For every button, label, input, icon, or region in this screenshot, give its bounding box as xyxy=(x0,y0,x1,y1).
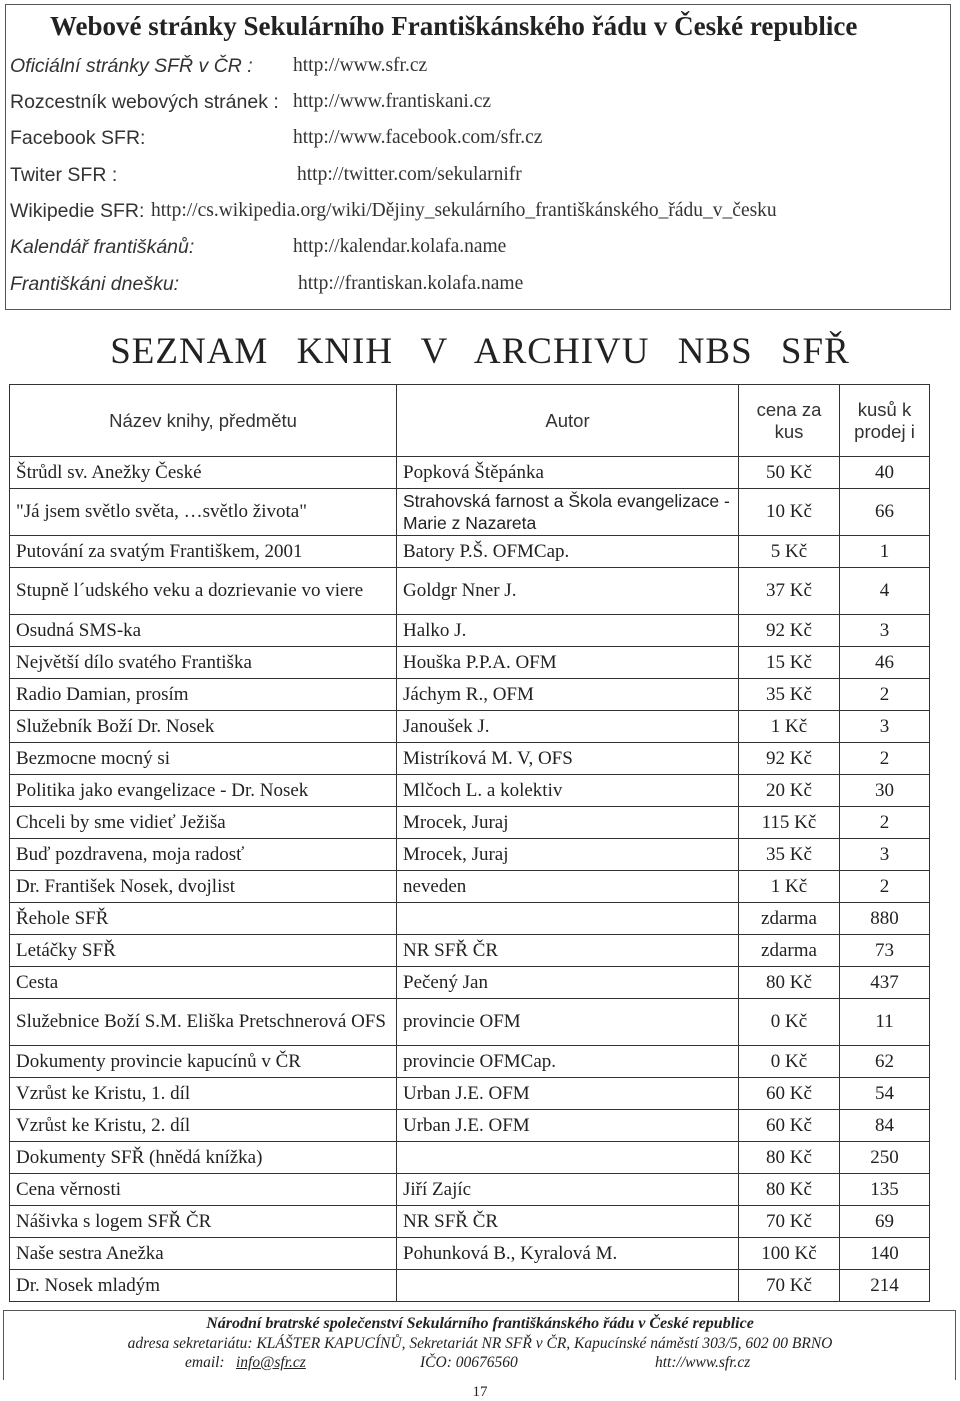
table-row xyxy=(10,839,930,871)
cell-name: Vzrůst ke Kristu, 1. díl xyxy=(10,1078,397,1110)
table-row xyxy=(10,775,930,807)
cell-qty: 46 xyxy=(840,647,930,679)
table-body xyxy=(10,457,930,1302)
cell-price: 50 Kč xyxy=(739,457,840,489)
cell-price: zdarma xyxy=(739,935,840,967)
table-row xyxy=(10,935,930,967)
book-list-table xyxy=(9,384,930,1302)
table-row xyxy=(10,1206,930,1238)
cell-name: Štrůdl sv. Anežky České xyxy=(10,457,397,489)
cell-price: 92 Kč xyxy=(739,743,840,775)
cell-qty: 880 xyxy=(840,903,930,935)
cell-author xyxy=(397,1142,739,1174)
table-row xyxy=(10,568,930,615)
page-number: 17 xyxy=(472,1384,488,1400)
cell-author: Urban J.E. OFM xyxy=(397,1078,739,1110)
cell-name: Buď pozdravena, moja radosť xyxy=(10,839,397,871)
cell-qty: 3 xyxy=(840,615,930,647)
cell-price: 37 Kč xyxy=(739,568,840,615)
cell-qty: 250 xyxy=(840,1142,930,1174)
table-row xyxy=(10,1046,930,1078)
cell-author: provincie OFMCap. xyxy=(397,1046,739,1078)
link-label: Twiter SFR : xyxy=(10,164,118,186)
cell-qty: 214 xyxy=(840,1270,930,1302)
table-row xyxy=(10,1270,930,1302)
table-row xyxy=(10,807,930,839)
cell-author: neveden xyxy=(397,871,739,903)
cell-qty: 54 xyxy=(840,1078,930,1110)
cell-qty: 140 xyxy=(840,1238,930,1270)
cell-price: 35 Kč xyxy=(739,679,840,711)
cell-price: 115 Kč xyxy=(739,807,840,839)
cell-author xyxy=(397,1270,739,1302)
table-row xyxy=(10,1142,930,1174)
cell-name: Radio Damian, prosím xyxy=(10,679,397,711)
cell-qty: 66 xyxy=(840,489,930,536)
cell-qty: 40 xyxy=(840,457,930,489)
cell-price: 80 Kč xyxy=(739,1142,840,1174)
cell-qty: 2 xyxy=(840,679,930,711)
table-header-row xyxy=(10,385,930,457)
cell-author: Jáchym R., OFM xyxy=(397,679,739,711)
cell-qty: 1 xyxy=(840,536,930,568)
link-label: Kalendář františkánů: xyxy=(10,236,195,258)
footer-org: Národní bratrské společenství Sekulárního františkánského řádu v České republice xyxy=(206,1315,754,1332)
table-row xyxy=(10,1174,930,1206)
cell-qty: 3 xyxy=(840,711,930,743)
cell-author: Mrocek, Juraj xyxy=(397,807,739,839)
cell-author: provincie OFM xyxy=(397,999,739,1046)
footer-ico: IČO: 00676560 xyxy=(420,1354,518,1371)
column-header-author: Autor xyxy=(397,385,739,457)
cell-name: Největší dílo svatého Františka xyxy=(10,647,397,679)
cell-price: 0 Kč xyxy=(739,1046,840,1078)
link-label: Rozcestník webových stránek : xyxy=(10,91,279,113)
cell-name: Dr. František Nosek, dvojlist xyxy=(10,871,397,903)
cell-author: Jiří Zajíc xyxy=(397,1174,739,1206)
cell-name: Dokumenty provincie kapucínů v ČR xyxy=(10,1046,397,1078)
cell-name: Letáčky SFŘ xyxy=(10,935,397,967)
cell-name: "Já jsem světlo světa, …světlo života" xyxy=(10,489,397,536)
cell-name: Cesta xyxy=(10,967,397,999)
cell-name: Dokumenty SFŘ (hnědá knížka) xyxy=(10,1142,397,1174)
cell-qty: 73 xyxy=(840,935,930,967)
cell-author: Houška P.P.A. OFM xyxy=(397,647,739,679)
cell-author: Strahovská farnost a Škola evangelizace - Marie z Nazareta xyxy=(397,489,739,536)
table-row xyxy=(10,457,930,489)
cell-price: 92 Kč xyxy=(739,615,840,647)
cell-qty: 84 xyxy=(840,1110,930,1142)
table-row xyxy=(10,647,930,679)
table-row xyxy=(10,711,930,743)
table-row xyxy=(10,1110,930,1142)
main-title: SEZNAM KNIH V ARCHIVU NBS SFŘ xyxy=(110,331,850,372)
cell-price: 5 Kč xyxy=(739,536,840,568)
cell-qty: 3 xyxy=(840,839,930,871)
cell-qty: 30 xyxy=(840,775,930,807)
cell-author xyxy=(397,903,739,935)
link-label: Oficiální stránky SFŘ v ČR : xyxy=(10,55,253,77)
cell-price: 60 Kč xyxy=(739,1110,840,1142)
cell-author: Goldgr Nner J. xyxy=(397,568,739,615)
cell-author: Popková Štěpánka xyxy=(397,457,739,489)
cell-price: 70 Kč xyxy=(739,1270,840,1302)
cell-name: Řehole SFŘ xyxy=(10,903,397,935)
cell-name: Stupně l´udského veku a dozrievanie vo viere xyxy=(10,568,397,615)
table-row xyxy=(10,615,930,647)
link-label: Wikipedie SFR: xyxy=(10,200,145,222)
table-row xyxy=(10,999,930,1046)
cell-qty: 2 xyxy=(840,743,930,775)
cell-name: Cena věrnosti xyxy=(10,1174,397,1206)
cell-price: 80 Kč xyxy=(739,967,840,999)
cell-price: 35 Kč xyxy=(739,839,840,871)
cell-name: Vzrůst ke Kristu, 2. díl xyxy=(10,1110,397,1142)
cell-price: 70 Kč xyxy=(739,1206,840,1238)
table-row xyxy=(10,679,930,711)
cell-author: Pečený Jan xyxy=(397,967,739,999)
table-row xyxy=(10,743,930,775)
link-url[interactable]: http://kalendar.kolafa.name xyxy=(293,236,507,257)
cell-author: Pohunková B., Kyralová M. xyxy=(397,1238,739,1270)
cell-price: 20 Kč xyxy=(739,775,840,807)
cell-author: Batory P.Š. OFMCap. xyxy=(397,536,739,568)
cell-qty: 2 xyxy=(840,871,930,903)
cell-name: Politika jako evangelizace - Dr. Nosek xyxy=(10,775,397,807)
table-row xyxy=(10,871,930,903)
cell-price: 1 Kč xyxy=(739,871,840,903)
column-header-qty: kusů k prodej i xyxy=(840,385,930,457)
header-box xyxy=(5,4,951,310)
cell-author: Janoušek J. xyxy=(397,711,739,743)
cell-author: NR SFŘ ČR xyxy=(397,935,739,967)
link-url[interactable]: http://frantiskan.kolafa.name xyxy=(298,273,524,294)
link-url[interactable]: http://www.frantiskani.cz xyxy=(293,91,492,112)
footer-web-link[interactable]: htt://www.sfr.cz xyxy=(655,1354,751,1371)
cell-price: 60 Kč xyxy=(739,1078,840,1110)
cell-name: Nášivka s logem SFŘ ČR xyxy=(10,1206,397,1238)
table-row xyxy=(10,1238,930,1270)
link-label: Františkáni dnešku: xyxy=(10,273,180,295)
cell-price: 1 Kč xyxy=(739,711,840,743)
link-url[interactable]: http://twitter.com/sekularnifr xyxy=(297,164,522,185)
column-header-price: cena za kus xyxy=(739,385,840,457)
table-row xyxy=(10,903,930,935)
table-row xyxy=(10,1078,930,1110)
cell-author: Mistríková M. V, OFS xyxy=(397,743,739,775)
cell-name: Služebnice Boží S.M. Eliška Pretschnerová OFS xyxy=(10,999,397,1046)
cell-price: 15 Kč xyxy=(739,647,840,679)
table-row xyxy=(10,967,930,999)
footer-address: adresa sekretariátu: KLÁŠTER KAPUCÍNŮ, Sekretariát NR SFŘ v ČR, Kapucínské náměstí 303/5, 602 00 BRNO xyxy=(127,1335,833,1352)
cell-author: Mrocek, Juraj xyxy=(397,839,739,871)
table-row xyxy=(10,536,930,568)
footer-email-link[interactable]: info@sfr.cz xyxy=(236,1354,306,1371)
cell-name: Osudná SMS-ka xyxy=(10,615,397,647)
cell-price: 80 Kč xyxy=(739,1174,840,1206)
cell-qty: 11 xyxy=(840,999,930,1046)
cell-name: Putování za svatým Františkem, 2001 xyxy=(10,536,397,568)
column-header-name: Název knihy, předmětu xyxy=(10,385,397,457)
cell-name: Naše sestra Anežka xyxy=(10,1238,397,1270)
cell-price: 100 Kč xyxy=(739,1238,840,1270)
link-url[interactable]: http://cs.wikipedia.org/wiki/Dějiny_sekulárního_františkánského_řádu_v_česku xyxy=(151,200,777,221)
cell-author: Halko J. xyxy=(397,615,739,647)
cell-price: 0 Kč xyxy=(739,999,840,1046)
cell-price: zdarma xyxy=(739,903,840,935)
cell-qty: 4 xyxy=(840,568,930,615)
link-url[interactable]: http://www.facebook.com/sfr.cz xyxy=(293,127,543,148)
cell-qty: 2 xyxy=(840,807,930,839)
cell-qty: 69 xyxy=(840,1206,930,1238)
cell-author: Mlčoch L. a kolektiv xyxy=(397,775,739,807)
cell-author: Urban J.E. OFM xyxy=(397,1110,739,1142)
cell-name: Chceli by sme vidieť Ježiša xyxy=(10,807,397,839)
cell-price: 10 Kč xyxy=(739,489,840,536)
cell-qty: 135 xyxy=(840,1174,930,1206)
cell-name: Bezmocne mocný si xyxy=(10,743,397,775)
link-label: Facebook SFR: xyxy=(10,127,146,149)
cell-author: NR SFŘ ČR xyxy=(397,1206,739,1238)
footer-email-label: email: xyxy=(185,1354,225,1371)
header-title: Webové stránky Sekulárního Františkánského řádu v České republice xyxy=(50,11,858,41)
cell-name: Dr. Nosek mladým xyxy=(10,1270,397,1302)
cell-name: Služebník Boží Dr. Nosek xyxy=(10,711,397,743)
table-row xyxy=(10,489,930,536)
cell-qty: 437 xyxy=(840,967,930,999)
link-url[interactable]: http://www.sfr.cz xyxy=(293,55,428,76)
cell-qty: 62 xyxy=(840,1046,930,1078)
